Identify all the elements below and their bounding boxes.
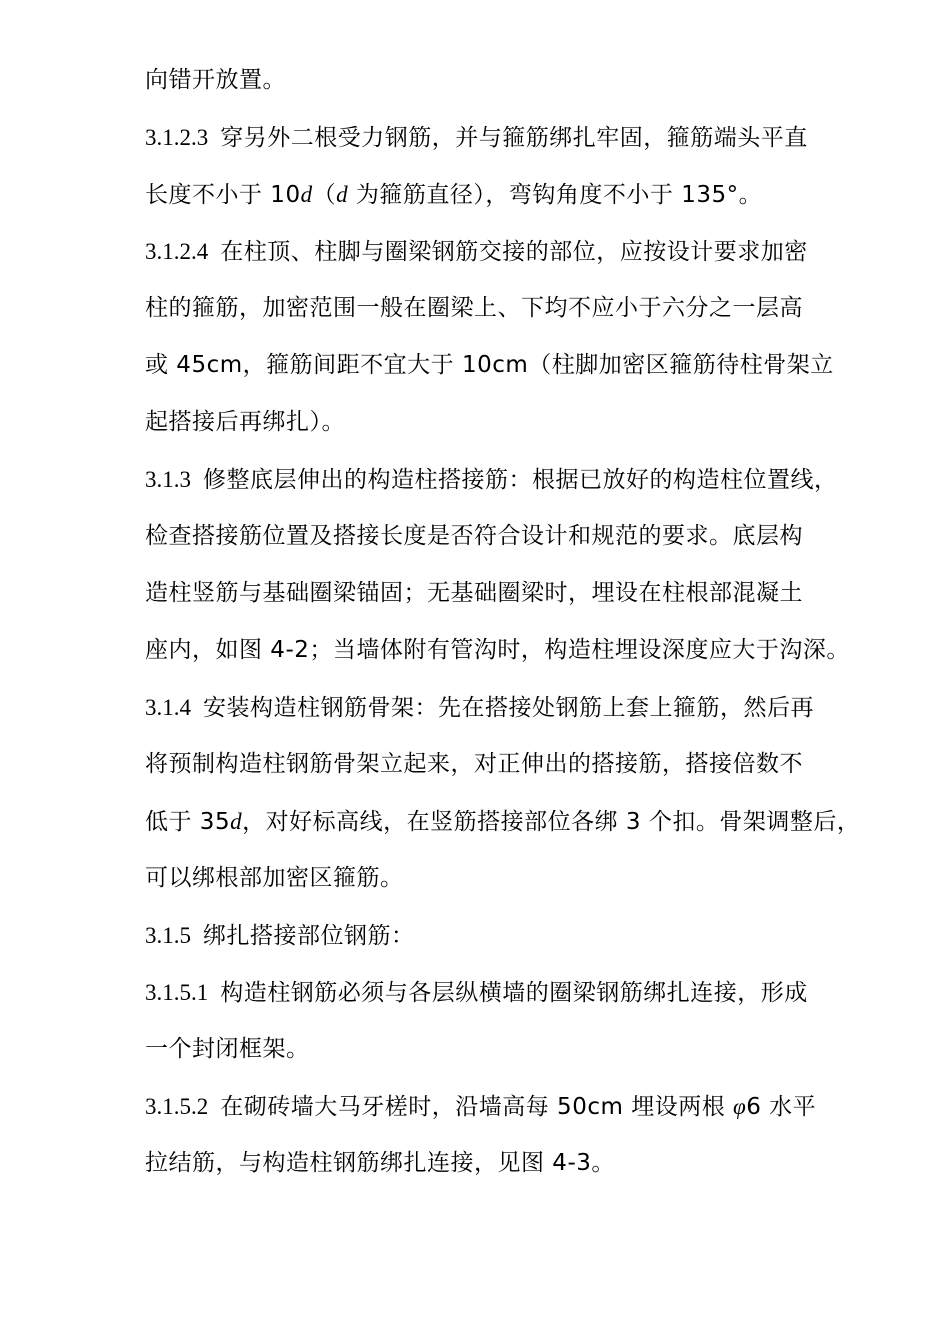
line-text: （ [312, 182, 337, 208]
text-line [145, 394, 890, 451]
text-line [145, 166, 890, 223]
text-line [145, 280, 890, 337]
line-text: 绑扎搭接部位钢筋： [203, 923, 415, 949]
variable-d: d [336, 182, 349, 207]
line-text: 拉结筋，与构造柱钢筋绑扎连接，见图 4-3。 [145, 1150, 615, 1176]
text-line [145, 622, 890, 679]
line-text: 穿另外二根受力钢筋，并与箍筋绑扎牢固，箍筋端头平直 [220, 125, 808, 151]
line-text: 可以绑根部加密区箍筋。 [145, 865, 404, 891]
line-text: 座内，如图 4-2；当墙体附有管沟时，构造柱埋设深度应大于沟深。 [145, 637, 850, 663]
phi-symbol: φ [733, 1094, 747, 1119]
line-text: 在柱顶、柱脚与圈梁钢筋交接的部位，应按设计要求加密 [220, 239, 808, 265]
variable-d: d [300, 182, 313, 207]
line-text: 6 水平 [746, 1094, 817, 1120]
line-text: 长度不小于 10 [145, 182, 301, 208]
line-text: 起搭接后再绑扎）。 [145, 409, 345, 435]
text-line [145, 565, 890, 622]
line-text: 在砌砖墙大马牙槎时，沿墙高每 50cm 埋设两根 [220, 1094, 733, 1120]
clause-number: 3.1.5 [145, 923, 191, 948]
line-text: 将预制构造柱钢筋骨架立起来，对正伸出的搭接筋，搭接倍数不 [145, 751, 803, 777]
clause-number: 3.1.2.3 [145, 125, 209, 150]
text-line [145, 793, 890, 850]
variable-d: d [230, 809, 243, 834]
clause-number: 3.1.4 [145, 695, 191, 720]
line-text: 修整底层伸出的构造柱搭接筋：根据已放好的构造柱位置线， [203, 467, 838, 493]
text-line [145, 1021, 890, 1078]
text-line [145, 223, 890, 280]
text-line [145, 736, 890, 793]
line-text: 安装构造柱钢筋骨架：先在搭接处钢筋上套上箍筋，然后再 [203, 695, 814, 721]
text-line [145, 964, 890, 1021]
clause-number: 3.1.5.2 [145, 1094, 209, 1119]
text-line [145, 451, 890, 508]
line-text: 构造柱钢筋必须与各层纵横墙的圈梁钢筋绑扎连接，形成 [220, 980, 808, 1006]
line-text: 一个封闭框架。 [145, 1036, 310, 1062]
line-text: 低于 35 [145, 809, 231, 835]
text-line [145, 52, 890, 109]
line-text: 造柱竖筋与基础圈梁锚固；无基础圈梁时，埋设在柱根部混凝土 [145, 580, 803, 606]
line-text: 或 45cm，箍筋间距不宜大于 10cm（柱脚加密区箍筋待柱骨架立 [145, 352, 834, 378]
line-text: 为箍筋直径），弯钩角度不小于 135°。 [348, 182, 763, 208]
clause-number: 3.1.5.1 [145, 980, 209, 1005]
text-line [145, 679, 890, 736]
text-line [145, 907, 890, 964]
text-line [145, 337, 890, 394]
line-text: 检查搭接筋位置及搭接长度是否符合设计和规范的要求。底层构 [145, 523, 803, 549]
text-line [145, 508, 890, 565]
text-line [145, 109, 890, 166]
text-line [145, 850, 890, 907]
text-line [145, 1078, 890, 1135]
text-line [145, 1135, 890, 1192]
clause-number: 3.1.3 [145, 467, 191, 492]
line-text: 柱的箍筋，加密范围一般在圈梁上、下均不应小于六分之一层高 [145, 295, 803, 321]
line-text: ，对好标高线，在竖筋搭接部位各绑 3 个扣。骨架调整后， [242, 809, 861, 835]
line-text: 向错开放置。 [145, 67, 286, 93]
clause-number: 3.1.2.4 [145, 239, 209, 264]
body-text [145, 52, 890, 1192]
